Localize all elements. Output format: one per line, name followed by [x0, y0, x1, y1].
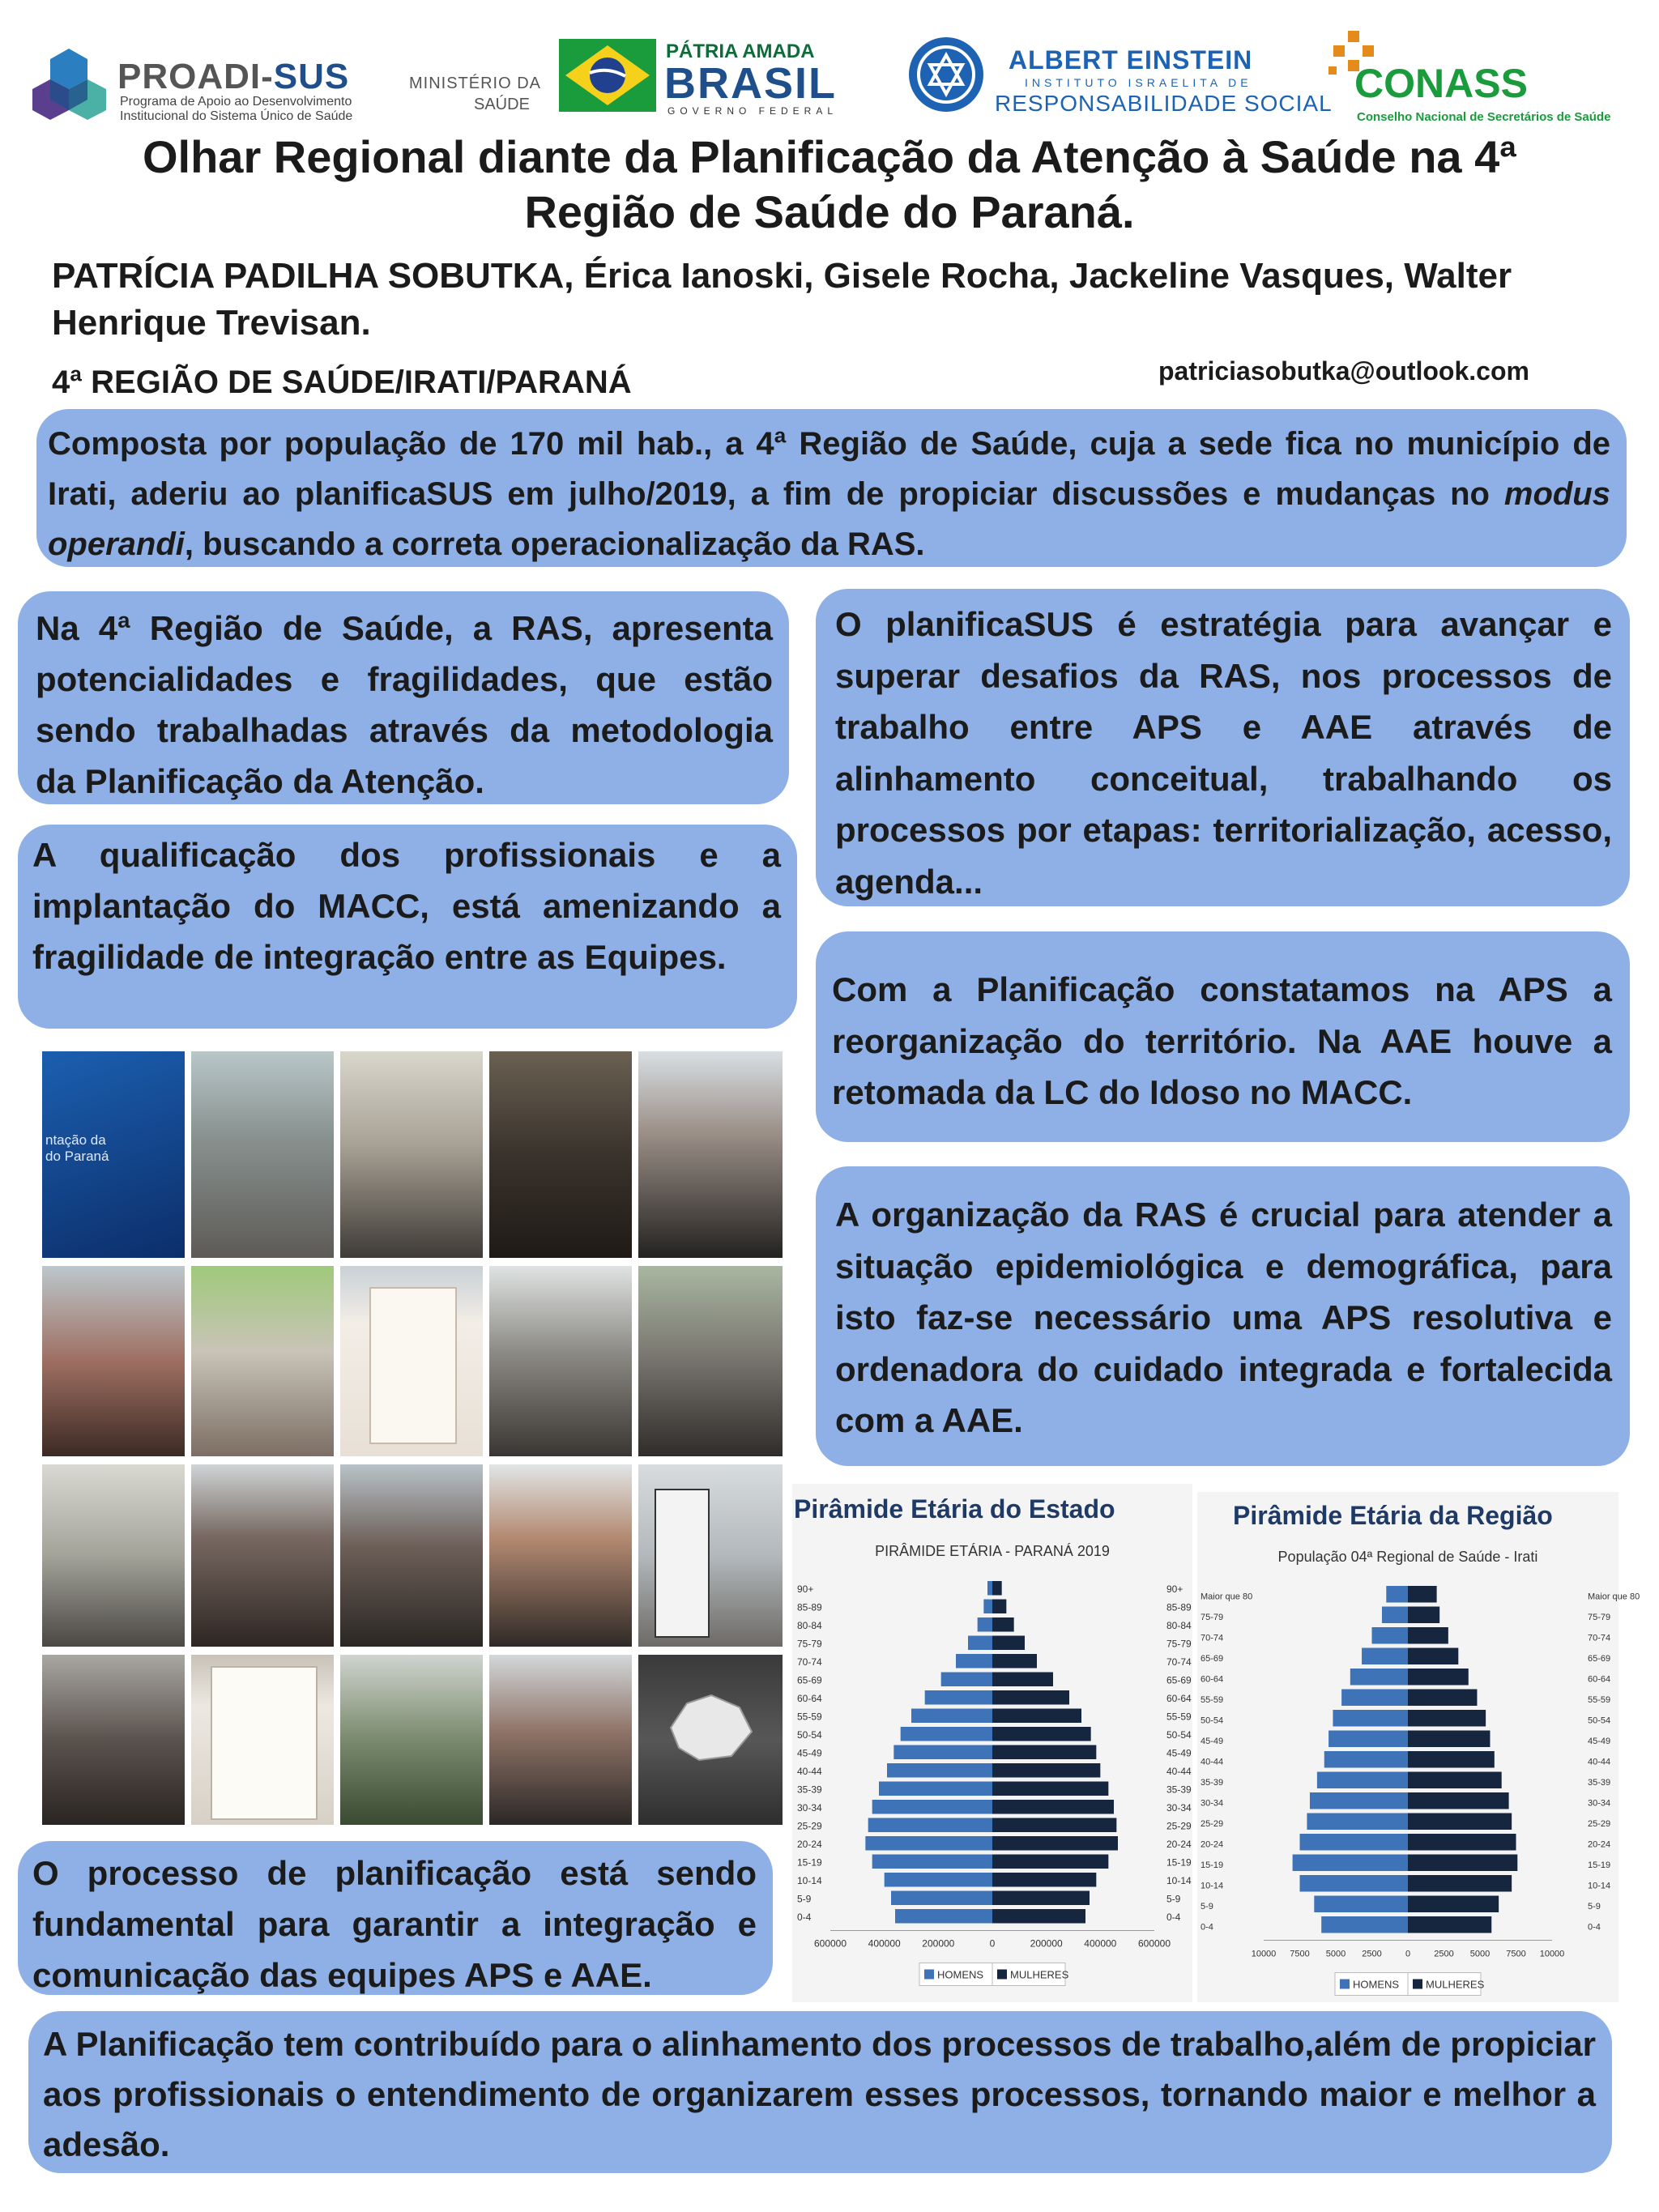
- bar-homens: [1293, 1855, 1408, 1872]
- bar-homens: [983, 1600, 992, 1614]
- bar-mulheres: [1408, 1896, 1499, 1913]
- legend-label-homens: HOMENS: [1353, 1978, 1400, 1991]
- einstein-line2: INSTITUTO ISRAELITA DE: [1025, 76, 1252, 89]
- age-label-left: 60-64: [1201, 1674, 1224, 1685]
- photo-auditorium: [489, 1051, 632, 1258]
- ministerio-line2: SAÚDE: [474, 96, 530, 113]
- authors-line-2: Henrique Trevisan.: [52, 303, 371, 343]
- photo-map: [638, 1655, 783, 1825]
- einstein-line1: ALBERT EINSTEIN: [1009, 45, 1253, 75]
- photo-screen-caption: [45, 1132, 109, 1165]
- pyramid-region-panel-title: Pirâmide Etária da Região: [1233, 1501, 1553, 1530]
- bar-homens: [1382, 1607, 1408, 1624]
- x-tick-label: 2500: [1434, 1949, 1454, 1959]
- age-label-left: 10-14: [797, 1875, 822, 1887]
- x-tick-label: 2500: [1362, 1949, 1382, 1959]
- age-label-right: 50-54: [1588, 1715, 1611, 1726]
- org-text: A organização da RAS é crucial para atender a situação epidemiológica e demográfica, para isto faz-se necessário uma APS resolutiva e ordenadora do cuidado integrada e fortalecida com a AAE.: [835, 1196, 1612, 1439]
- x-tick-label: 0: [989, 1937, 996, 1950]
- age-label-left: 50-54: [797, 1729, 822, 1741]
- age-label-right: 0-4: [1588, 1922, 1601, 1933]
- bar-mulheres: [1408, 1731, 1490, 1748]
- poster-title: [32, 130, 1627, 240]
- photo-workshop: [42, 1655, 185, 1825]
- bar-homens: [1310, 1792, 1408, 1809]
- bar-mulheres: [992, 1600, 1006, 1614]
- bar-homens: [901, 1727, 992, 1741]
- photo-room-circle: [489, 1266, 632, 1456]
- bar-mulheres: [1408, 1586, 1437, 1603]
- bar-mulheres: [1408, 1751, 1495, 1768]
- author-email[interactable]: patriciasobutka@outlook.com: [1158, 356, 1529, 386]
- age-label-right: 60-64: [1166, 1693, 1192, 1705]
- bar-homens: [868, 1818, 992, 1833]
- age-label-left: 85-89: [797, 1601, 822, 1613]
- legend-label-mulheres: MULHERES: [1426, 1978, 1485, 1991]
- age-label-right: 85-89: [1166, 1601, 1192, 1613]
- age-label-left: 45-49: [1201, 1736, 1224, 1746]
- x-tick-label: 200000: [922, 1937, 955, 1950]
- legend-swatch-homens: [924, 1970, 934, 1980]
- legend-swatch-homens: [1340, 1980, 1350, 1989]
- proadi-name-suffix: SUS: [273, 57, 350, 96]
- age-label-right: 35-39: [1166, 1784, 1192, 1796]
- photo-stage-screen: [42, 1051, 185, 1258]
- age-label-right: 75-79: [1166, 1638, 1192, 1650]
- photo-caption-line-2: do Paraná: [45, 1149, 109, 1164]
- age-label-right: Maior que 80: [1588, 1592, 1640, 1602]
- org-box: [816, 1166, 1630, 1466]
- age-label-left: 35-39: [797, 1784, 822, 1796]
- bar-homens: [879, 1782, 992, 1796]
- pyramid-region-chart-title: População 04ª Regional de Saúde - Irati: [1277, 1549, 1538, 1565]
- age-label-left: 5-9: [1201, 1901, 1213, 1912]
- title-line-2: Região de Saúde do Paraná.: [524, 186, 1135, 237]
- bar-homens: [1314, 1896, 1408, 1913]
- ras-box: [18, 591, 789, 804]
- bar-mulheres: [992, 1673, 1053, 1687]
- bar-homens: [978, 1617, 992, 1632]
- age-label-right: 35-39: [1588, 1777, 1611, 1788]
- bar-homens: [1333, 1710, 1408, 1727]
- bar-mulheres: [1408, 1813, 1512, 1831]
- bar-mulheres: [1408, 1607, 1439, 1624]
- bar-mulheres: [1408, 1834, 1516, 1851]
- bar-homens: [885, 1873, 992, 1887]
- legend-swatch-mulheres: [1413, 1980, 1422, 1989]
- intro-text-after: , buscando a correta operacionalização da RAS.: [184, 526, 925, 562]
- age-label-left: 75-79: [797, 1638, 822, 1650]
- age-label-left: 40-44: [1201, 1757, 1224, 1767]
- photo-crowd: [191, 1464, 334, 1647]
- photo-group-2: [42, 1266, 185, 1456]
- planifica-text: O planificaSUS é estratégia para avançar e superar desafios da RAS, nos processos de trabalho entre APS e AAE através de alinhamento conceitual, trabalhando os processos por etapas: territorialização, acesso, agenda...: [835, 605, 1612, 901]
- bar-homens: [1321, 1916, 1408, 1933]
- bar-mulheres: [992, 1763, 1100, 1778]
- pyramid-state-panel-title: Pirâmide Etária do Estado: [794, 1494, 1115, 1524]
- age-label-right: 60-64: [1588, 1674, 1611, 1685]
- bar-mulheres: [992, 1818, 1116, 1833]
- proadi-name-prefix: PROADI-: [117, 57, 274, 96]
- conass-subtitle: Conselho Nacional de Secretários de Saúde: [1357, 110, 1611, 124]
- photo-group-5: [489, 1655, 632, 1825]
- age-label-left: 5-9: [797, 1893, 812, 1905]
- age-label-right: 15-19: [1166, 1856, 1192, 1869]
- bar-homens: [1307, 1813, 1408, 1831]
- bar-homens: [891, 1891, 992, 1906]
- bar-mulheres: [992, 1636, 1025, 1651]
- intro-box: [36, 409, 1627, 567]
- age-label-right: 10-14: [1588, 1881, 1611, 1891]
- bar-mulheres: [1408, 1648, 1458, 1665]
- age-label-left: 20-24: [1201, 1839, 1224, 1850]
- age-label-left: 0-4: [797, 1912, 812, 1924]
- bar-homens: [872, 1800, 992, 1814]
- age-label-right: 15-19: [1588, 1860, 1611, 1870]
- age-label-right: 80-84: [1166, 1620, 1192, 1632]
- bar-mulheres: [992, 1800, 1114, 1814]
- age-label-left: 55-59: [797, 1711, 822, 1723]
- age-label-right: 30-34: [1166, 1802, 1192, 1814]
- ministerio-line1: MINISTÉRIO DA: [409, 75, 542, 92]
- proadi-name: [117, 57, 349, 97]
- age-label-right: 0-4: [1166, 1912, 1181, 1924]
- pyramid-state-chart-title: PIRÂMIDE ETÁRIA - PARANÁ 2019: [875, 1543, 1110, 1559]
- x-tick-label: 200000: [1030, 1937, 1063, 1950]
- bar-homens: [887, 1763, 992, 1778]
- authors: [52, 253, 1607, 347]
- bar-homens: [865, 1836, 992, 1851]
- bar-mulheres: [992, 1690, 1069, 1705]
- photo-flipchart: [340, 1266, 483, 1456]
- photo-audience: [191, 1051, 334, 1258]
- x-tick-label: 400000: [1084, 1937, 1117, 1950]
- age-label-right: 25-29: [1588, 1818, 1611, 1829]
- x-tick-label: 10000: [1539, 1949, 1565, 1959]
- x-tick-label: 7500: [1506, 1949, 1526, 1959]
- conass-name: CONASS: [1354, 61, 1528, 106]
- region-label: 4ª REGIÃO DE SAÚDE/IRATI/PARANÁ: [52, 364, 632, 400]
- bar-mulheres: [1408, 1627, 1448, 1644]
- photo-group-4: [489, 1464, 632, 1647]
- photo-speakers: [340, 1051, 483, 1258]
- age-label-right: 70-74: [1588, 1633, 1611, 1643]
- intro-text-italic: modus operandi: [48, 476, 1610, 562]
- photo-group-3: [340, 1464, 483, 1647]
- intro-text-before: Composta por população de 170 mil hab., a 4ª Região de Saúde, cuja a sede fica no município de Irati, aderiu ao planificaSUS em julho/2019, a fim de propiciar discussões e mudanças no: [48, 426, 1610, 512]
- age-label-left: 25-29: [797, 1820, 822, 1832]
- einstein-logo-icon: [906, 34, 987, 115]
- bar-homens: [1350, 1669, 1408, 1686]
- age-label-left: 45-49: [797, 1747, 822, 1759]
- processo-box: [18, 1841, 773, 1995]
- bar-homens: [941, 1673, 992, 1687]
- age-label-left: 65-69: [797, 1674, 822, 1686]
- proadi-logo-icon: [31, 47, 108, 124]
- final-text: A Planificação tem contribuído para o alinhamento dos processos de trabalho,além de propiciar aos profissionais o entendimento de organizarem esses processos, tornando maior e melhor a adesão.: [43, 2025, 1596, 2163]
- age-label-right: 50-54: [1166, 1729, 1192, 1741]
- bar-homens: [1328, 1731, 1408, 1748]
- age-label-right: 65-69: [1166, 1674, 1192, 1686]
- legend-label-homens: HOMENS: [937, 1968, 984, 1981]
- age-label-left: 55-59: [1201, 1694, 1224, 1705]
- age-label-left: 90+: [797, 1583, 814, 1596]
- age-label-right: 70-74: [1166, 1656, 1192, 1669]
- bar-mulheres: [1408, 1855, 1517, 1872]
- final-box: [28, 2011, 1612, 2173]
- age-label-right: 20-24: [1588, 1839, 1611, 1850]
- photo-large-room: [638, 1266, 783, 1456]
- bar-homens: [925, 1690, 992, 1705]
- bar-mulheres: [992, 1709, 1081, 1724]
- bar-mulheres: [992, 1836, 1118, 1851]
- bar-homens: [1341, 1690, 1408, 1707]
- photo-presentation: [42, 1464, 185, 1647]
- x-tick-label: 400000: [868, 1937, 901, 1950]
- legend-label-mulheres: MULHERES: [1010, 1968, 1069, 1981]
- age-label-left: 50-54: [1201, 1715, 1224, 1726]
- bar-homens: [1324, 1751, 1408, 1768]
- proadi-subtitle-1: Programa de Apoio ao Desenvolvimento: [120, 95, 352, 109]
- age-label-left: 0-4: [1201, 1922, 1213, 1933]
- bar-homens: [872, 1855, 992, 1869]
- ras-text: Na 4ª Região de Saúde, a RAS, apresenta potencialidades e fragilidades, que estão sendo trabalhadas através da metodologia da Planificação da Atenção.: [36, 609, 773, 800]
- age-label-right: 90+: [1166, 1583, 1183, 1596]
- bar-mulheres: [1408, 1792, 1509, 1809]
- age-label-right: 40-44: [1166, 1766, 1192, 1778]
- brasil-line1: PÁTRIA AMADA: [666, 40, 815, 62]
- photo-collage: [42, 1051, 786, 1829]
- age-label-left: 65-69: [1201, 1653, 1224, 1664]
- pyramid-region-chart: [1197, 1571, 1640, 2002]
- age-label-right: 55-59: [1166, 1711, 1192, 1723]
- processo-text: O processo de planificação está sendo fundamental para garantir a integração e comunicação das equipes APS e AAE.: [32, 1854, 757, 1994]
- bar-mulheres: [1408, 1669, 1469, 1686]
- bar-mulheres: [992, 1855, 1108, 1869]
- age-label-left: 80-84: [797, 1620, 822, 1632]
- bar-mulheres: [1408, 1710, 1486, 1727]
- bar-homens: [1300, 1875, 1409, 1892]
- age-label-right: 45-49: [1166, 1747, 1192, 1759]
- bar-mulheres: [992, 1581, 1002, 1596]
- aps-text: Com a Planificação constatamos na APS a reorganização do território. Na AAE houve a retomada da LC do Idoso no MACC.: [832, 970, 1612, 1111]
- pyramid-state-chart: [792, 1565, 1192, 2002]
- age-label-right: 5-9: [1588, 1901, 1601, 1912]
- planifica-box: [816, 589, 1630, 906]
- x-tick-label: 5000: [1325, 1949, 1346, 1959]
- brasil-flag-icon: [559, 39, 656, 112]
- bar-mulheres: [1408, 1772, 1502, 1789]
- age-label-right: 65-69: [1588, 1653, 1611, 1664]
- photo-table-meeting: [191, 1266, 334, 1456]
- x-tick-label: 10000: [1251, 1949, 1277, 1959]
- bar-homens: [895, 1909, 992, 1924]
- age-label-right: 55-59: [1588, 1694, 1611, 1705]
- bar-homens: [1372, 1627, 1409, 1644]
- age-label-left: 30-34: [797, 1802, 822, 1814]
- age-label-left: 30-34: [1201, 1798, 1224, 1809]
- einstein-line3: RESPONSABILIDADE SOCIAL: [995, 91, 1333, 116]
- bar-mulheres: [992, 1727, 1091, 1741]
- age-label-left: 75-79: [1201, 1612, 1224, 1622]
- bar-mulheres: [992, 1745, 1096, 1760]
- bar-mulheres: [992, 1654, 1037, 1669]
- bar-mulheres: [1408, 1690, 1477, 1707]
- age-label-right: 45-49: [1588, 1736, 1611, 1746]
- logo-strip: [0, 0, 1659, 130]
- x-tick-label: 600000: [813, 1937, 847, 1950]
- bar-homens: [1362, 1648, 1408, 1665]
- bar-mulheres: [992, 1891, 1090, 1906]
- age-label-left: 20-24: [797, 1839, 822, 1851]
- age-label-left: 60-64: [797, 1693, 822, 1705]
- age-label-left: 70-74: [1201, 1633, 1224, 1643]
- bar-homens: [893, 1745, 992, 1760]
- age-label-left: 15-19: [1201, 1860, 1224, 1870]
- legend-swatch-mulheres: [997, 1970, 1007, 1980]
- photo-banner: [638, 1464, 783, 1647]
- bar-mulheres: [992, 1873, 1096, 1887]
- photo-group-1: [638, 1051, 783, 1258]
- age-label-right: 40-44: [1588, 1757, 1611, 1767]
- age-label-left: 25-29: [1201, 1818, 1224, 1829]
- age-label-left: Maior que 80: [1201, 1592, 1253, 1602]
- age-label-right: 10-14: [1166, 1875, 1192, 1887]
- photo-caption-line-1: ntação da: [45, 1132, 106, 1148]
- bar-homens: [1300, 1834, 1409, 1851]
- macc-box: [18, 825, 797, 1029]
- photo-notes: [191, 1655, 334, 1825]
- bar-homens: [987, 1581, 992, 1596]
- brasil-line2: BRASIL: [664, 59, 837, 108]
- x-tick-label: 7500: [1290, 1949, 1310, 1959]
- bar-homens: [1386, 1586, 1408, 1603]
- bar-mulheres: [1408, 1916, 1491, 1933]
- age-label-left: 10-14: [1201, 1881, 1224, 1891]
- age-label-right: 30-34: [1588, 1798, 1611, 1809]
- map-outline-icon: [663, 1679, 760, 1768]
- age-label-right: 20-24: [1166, 1839, 1192, 1851]
- age-label-right: 5-9: [1166, 1893, 1181, 1905]
- bar-homens: [1317, 1772, 1408, 1789]
- x-tick-label: 5000: [1469, 1949, 1491, 1959]
- bar-homens: [956, 1654, 992, 1669]
- notes-sheet: [211, 1666, 318, 1820]
- age-label-left: 70-74: [797, 1656, 822, 1669]
- age-label-right: 75-79: [1588, 1612, 1611, 1622]
- bar-mulheres: [992, 1909, 1085, 1924]
- age-label-left: 35-39: [1201, 1777, 1224, 1788]
- age-label-left: 40-44: [797, 1766, 822, 1778]
- proadi-subtitle-2: Institucional do Sistema Único de Saúde: [120, 109, 353, 123]
- age-label-right: 25-29: [1166, 1820, 1192, 1832]
- aps-box: [816, 931, 1630, 1142]
- x-tick-label: 0: [1405, 1949, 1411, 1959]
- x-tick-label: 600000: [1137, 1937, 1171, 1950]
- bar-homens: [968, 1636, 992, 1651]
- brasil-line3: GOVERNO FEDERAL: [667, 105, 838, 117]
- bar-mulheres: [992, 1617, 1014, 1632]
- bar-mulheres: [992, 1782, 1108, 1796]
- banner-stand: [655, 1489, 710, 1638]
- photo-floor-activity: [340, 1655, 483, 1825]
- flipchart-sheet: [369, 1287, 457, 1444]
- age-label-left: 15-19: [797, 1856, 822, 1869]
- macc-text: A qualificação dos profissionais e a implantação do MACC, está amenizando a fragilidade de integração entre as Equipes.: [32, 836, 781, 976]
- bar-homens: [911, 1709, 992, 1724]
- authors-line-1: PATRÍCIA PADILHA SOBUTKA, Érica Ianoski, Gisele Rocha, Jackeline Vasques, Walter: [52, 256, 1512, 296]
- bar-mulheres: [1408, 1875, 1512, 1892]
- title-line-1: Olhar Regional diante da Planificação da Atenção à Saúde na 4ª: [142, 131, 1517, 182]
